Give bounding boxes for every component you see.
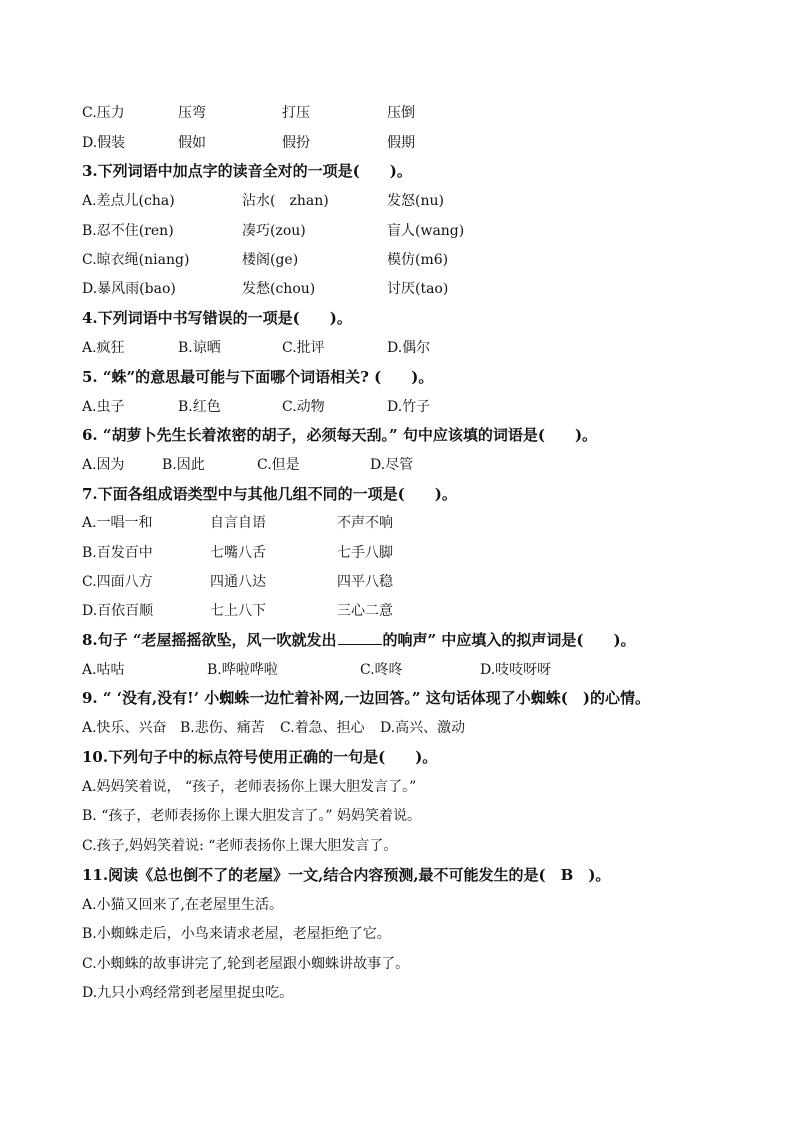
question-text: 3.下列词语中加点字的读音全对的一项是( )。	[82, 162, 412, 180]
option-text: 沾水( zhan)	[242, 193, 329, 209]
option-text: 七上八下	[210, 603, 266, 619]
option-text: D.假装	[82, 135, 126, 151]
option-text: 假扮	[282, 135, 310, 151]
option-text: C.压力	[82, 105, 125, 121]
option-text: 四通八达	[210, 574, 266, 590]
option-text: D.高兴、激动	[380, 720, 466, 736]
option-text: A.妈妈笑着说， “孩子，老师表扬你上课大胆发言了。”	[82, 779, 417, 795]
option-text: A.咕咕	[82, 662, 125, 678]
question-text: 6. “胡萝卜先生长着浓密的胡子，必须每天刮。” 句中应该填的词语是( )。	[82, 426, 598, 444]
question-text: 11.阅读《总也倒不了的老屋》一文,结合内容预测,最不可能发生的是( B )。	[82, 866, 611, 884]
option-text: D.尽管	[370, 457, 414, 473]
option-text: A.虫子	[82, 399, 125, 415]
question-text: 9. “ ‘没有,没有!’ 小蜘蛛一边忙着补网,一边回答。” 这句话体现了小蜘蛛( )的心情。	[82, 689, 650, 707]
option-text: C.批评	[282, 340, 325, 356]
option-text: 盲人(wang)	[387, 223, 465, 239]
question-text	[82, 629, 636, 651]
option-text: B.忍不住(ren)	[82, 223, 174, 239]
option-text: 七嘴八舌	[210, 545, 266, 561]
option-text: B.红色	[178, 399, 221, 415]
option-text: C.着急、担心	[280, 720, 365, 736]
option-text: C.动物	[282, 399, 325, 415]
option-text: B.小蜘蛛走后，小鸟来请求老屋，老屋拒绝了它。	[82, 926, 391, 942]
option-text: D.九只小鸡经常到老屋里捉虫吃。	[82, 985, 294, 1001]
option-text: C.咚咚	[360, 662, 403, 678]
option-text: A.一唱一和	[82, 515, 153, 531]
option-text: C.孩子,妈妈笑着说: “老师表扬你上课大胆发言了。	[82, 838, 398, 854]
option-text: B.谅晒	[178, 340, 221, 356]
option-text: A.因为	[82, 457, 125, 473]
option-text: B.悲伤、痛苦	[180, 720, 265, 736]
option-text: A.差点儿(cha)	[82, 193, 175, 209]
question-text: 7.下面各组成语类型中与其他几组不同的一项是( )。	[82, 485, 457, 503]
question-text: 5. “蛛”的意思最可能与下面哪个词语相关? ( )。	[82, 368, 434, 386]
option-text: 四平八稳	[337, 574, 393, 590]
option-text: B.百发百中	[82, 545, 153, 561]
option-text: 假期	[387, 135, 415, 151]
option-text: 发愁(chou)	[242, 281, 316, 297]
question-text: 4.下列词语中书写错误的一项是( )。	[82, 309, 352, 327]
option-text: 不声不响	[337, 515, 393, 531]
question-text-part: 8.句子 “老屋摇摇欲坠，风一吹就发出	[82, 631, 337, 649]
option-text: 压倒	[387, 105, 415, 121]
option-text: C.小蜘蛛的故事讲完了,轮到老屋跟小蜘蛛讲故事了。	[82, 956, 410, 972]
option-text: 打压	[282, 105, 310, 121]
option-text: A.快乐、兴奋	[82, 720, 167, 736]
option-text: 模仿(m6)	[387, 252, 449, 268]
option-text: C.但是	[257, 457, 300, 473]
option-text: A.疯狂	[82, 340, 125, 356]
option-text: 七手八脚	[337, 545, 393, 561]
option-text: D.偶尔	[387, 340, 431, 356]
option-text: 凑巧(zou)	[242, 223, 306, 239]
question-text-part: 的响声” 中应填入的拟声词是( )。	[382, 631, 636, 649]
option-text: D.百依百顺	[82, 603, 154, 619]
option-text: 压弯	[178, 105, 206, 121]
option-text: 假如	[178, 135, 206, 151]
option-text: 三心二意	[337, 603, 393, 619]
option-text: 发怒(nu)	[387, 193, 444, 209]
option-text: C.四面八方	[82, 574, 153, 590]
option-text: D.吱吱呀呀	[480, 662, 552, 678]
option-text: 讨厌(tao)	[387, 281, 449, 297]
option-text: B. “孩子，老师表扬你上课大胆发言了。” 妈妈笑着说。	[82, 808, 421, 824]
option-text: 自言自语	[210, 515, 266, 531]
option-text: B.哗啦哗啦	[207, 662, 278, 678]
option-text: 楼阁(ge)	[242, 252, 299, 268]
option-text: B.因此	[162, 457, 205, 473]
option-text: D.暴风雨(bao)	[82, 281, 176, 297]
question-text: 10.下列句子中的标点符号使用正确的一句是( )。	[82, 748, 438, 766]
option-text: C.晾衣绳(niang)	[82, 252, 190, 268]
option-text: A.小猫又回来了,在老屋里生活。	[82, 897, 284, 913]
fill-in-blank	[338, 630, 382, 645]
option-text: D.竹子	[387, 399, 431, 415]
